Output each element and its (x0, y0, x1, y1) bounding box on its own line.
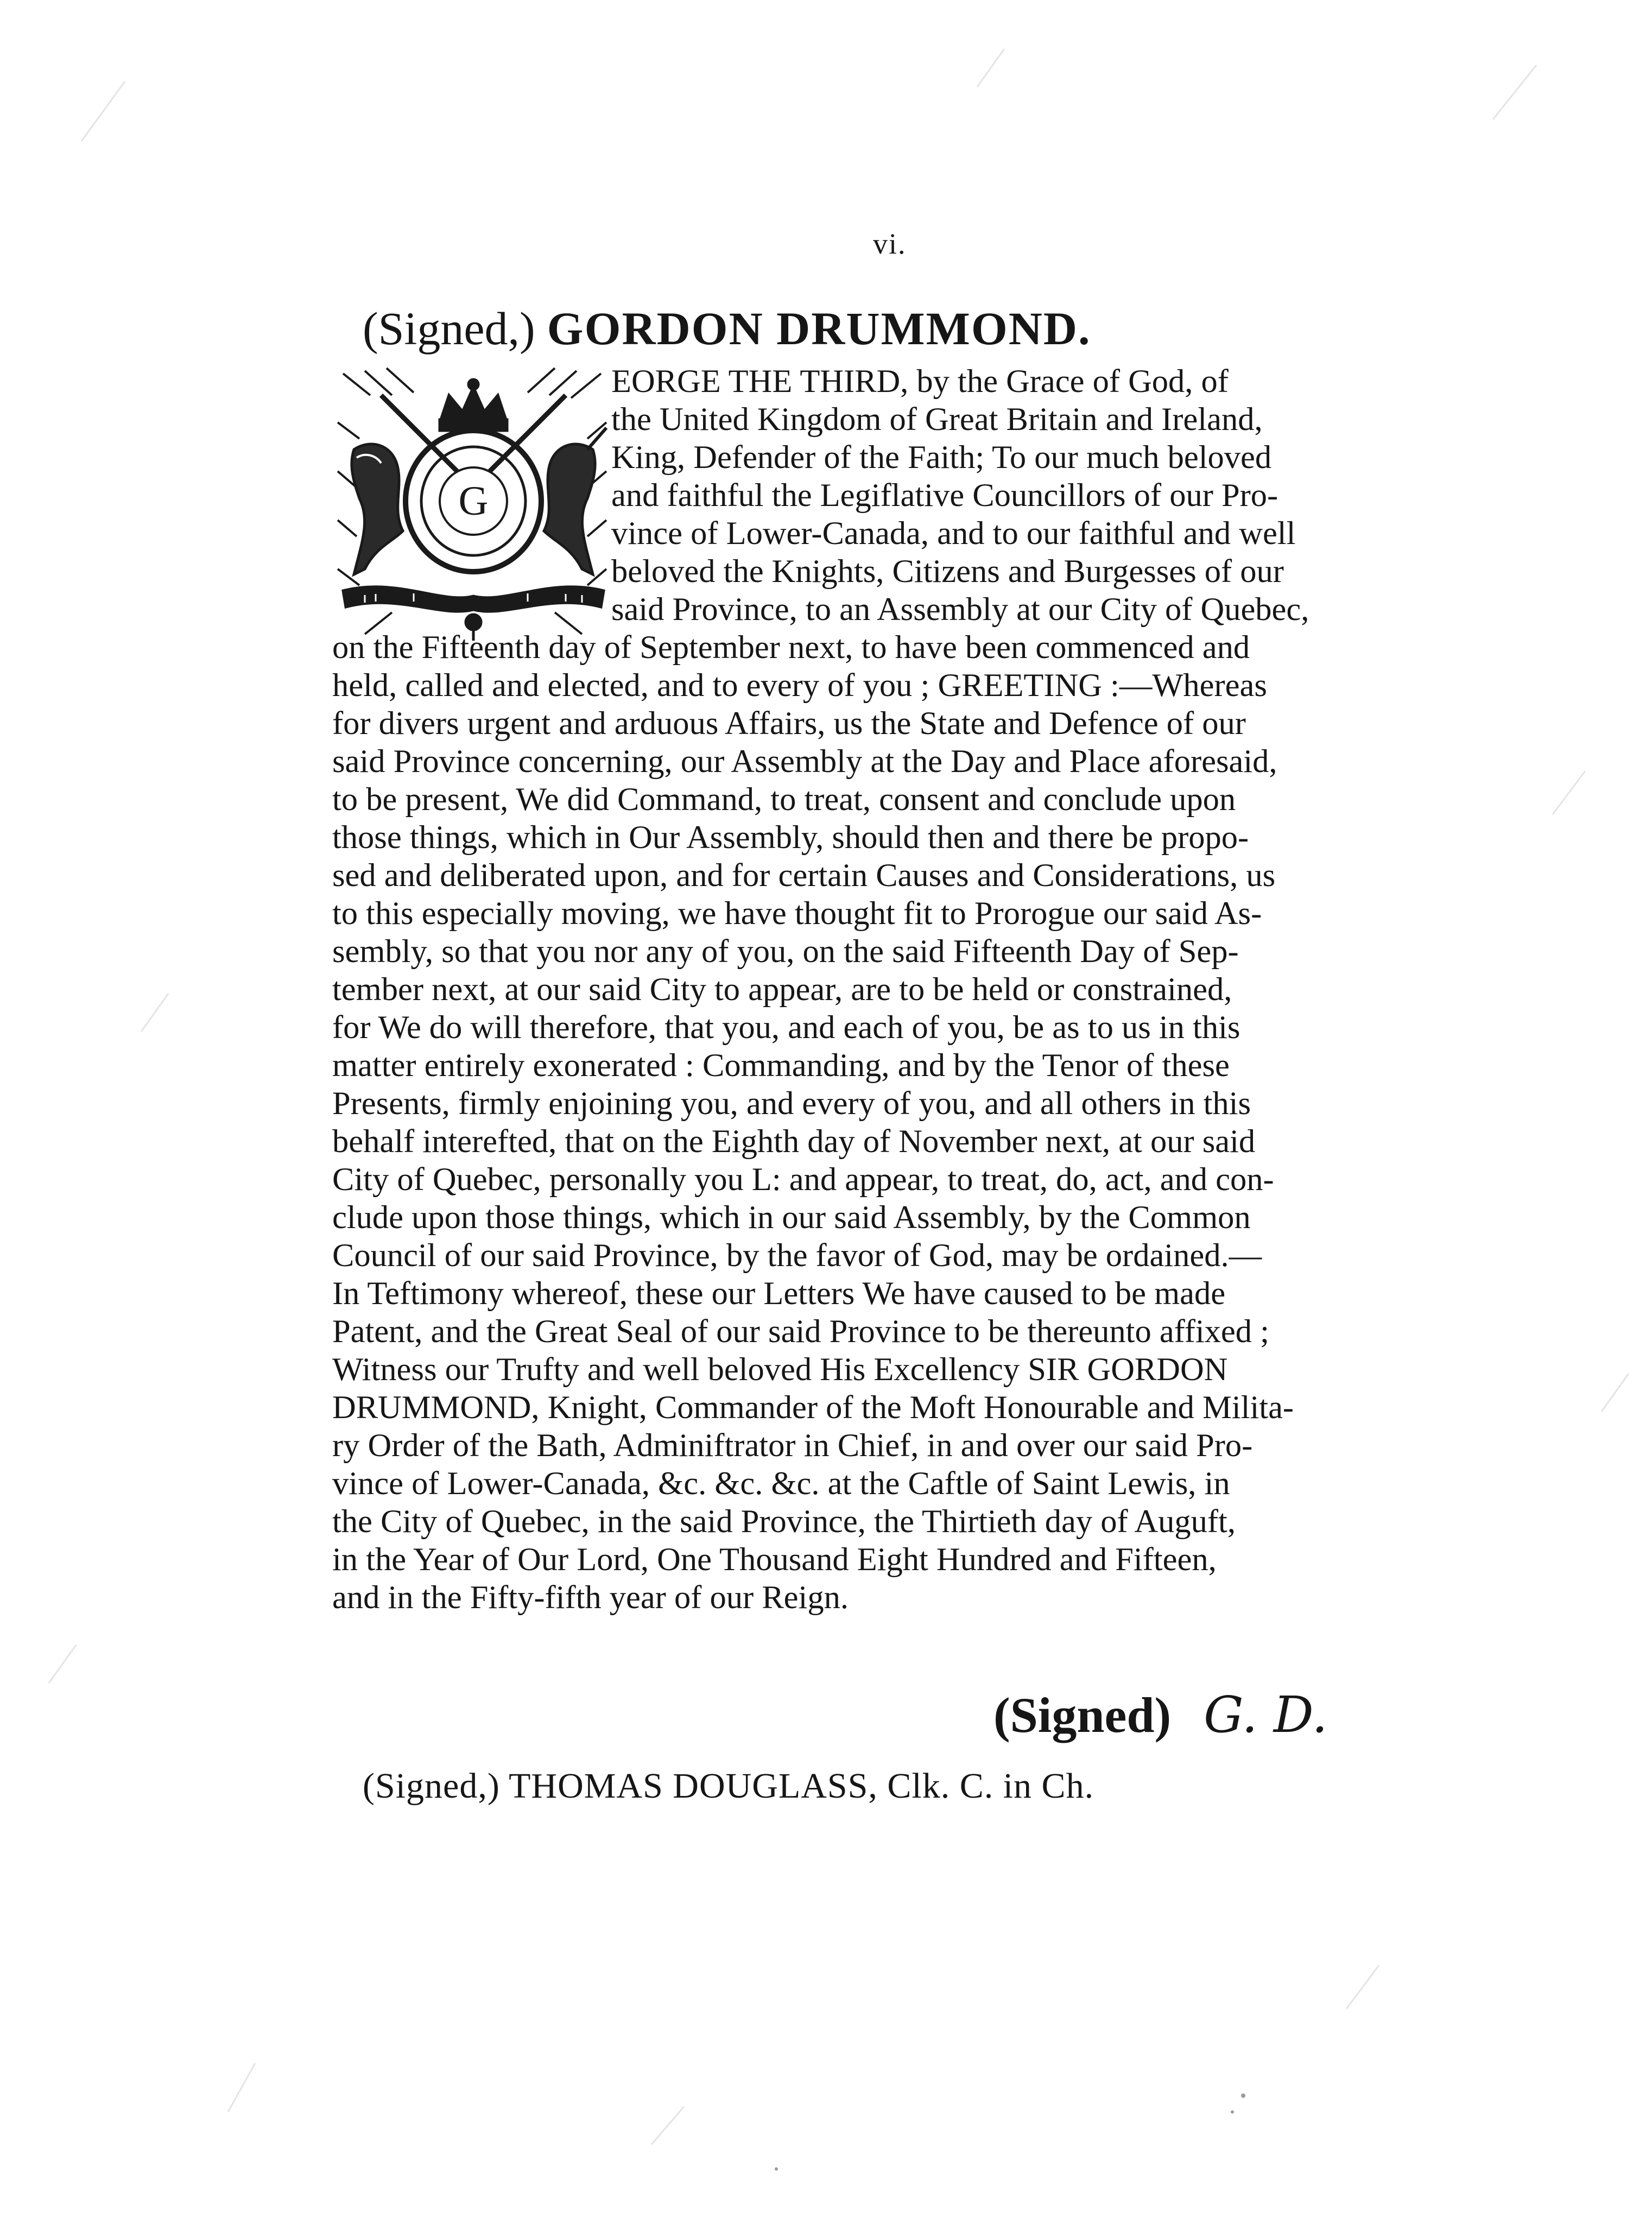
proclamation-line: Witness our Trufty and well beloved His Excellency SIR GORDON (332, 1351, 1228, 1388)
signature-initials: G. D. (1204, 1686, 1328, 1744)
proclamation-line: and in the Fifty-fifth year of our Reign. (332, 1579, 849, 1616)
page-number: vi. (873, 227, 907, 260)
proclamation-line: tember next, at our said City to appear, are to be held or constrained, (332, 971, 1232, 1008)
proclamation-line: the City of Quebec, in the said Province, the Thirtieth day of Auguft, (332, 1503, 1236, 1540)
proclamation-line: for divers urgent and arduous Affairs, us the State and Defence of our (332, 705, 1246, 742)
signed-header (363, 301, 1091, 356)
proclamation-line: In Teftimony whereof, these our Letters We have caused to be made (332, 1275, 1226, 1312)
royal-coat-of-arms-icon (332, 363, 615, 645)
proclamation-line: Council of our said Province, by the favor of God, may be ordained.— (332, 1237, 1262, 1274)
proclamation-line: on the Fifteenth day of September next, to have been commenced and (332, 629, 1250, 666)
proclamation-line: sembly, so that you nor any of you, on the said Fifteenth Day of Sep- (332, 933, 1239, 970)
proclamation-line: those things, which in Our Assembly, should then and there be propo- (332, 819, 1249, 856)
proclamation-line: the United Kingdom of Great Britain and Ireland, (611, 401, 1263, 438)
clerk-signature-line: (Signed,) THOMAS DOUGLASS, Clk. C. in Ch. (363, 1766, 1094, 1806)
proclamation-line: City of Quebec, personally you L: and appear, to treat, do, act, and con- (332, 1161, 1274, 1198)
proclamation-line: vince of Lower-Canada, and to our faithful and well (611, 515, 1296, 552)
proclamation-line: in the Year of Our Lord, One Thousand Eight Hundred and Fifteen, (332, 1541, 1217, 1578)
proclamation-line: matter entirely exonerated : Commanding, and by the Tenor of these (332, 1047, 1230, 1084)
proclamation-line: EORGE THE THIRD, by the Grace of God, of (611, 363, 1229, 400)
proclamation-line: DRUMMOND, Knight, Commander of the Moft Honourable and Milita- (332, 1389, 1294, 1426)
proclamation-line: for We do will therefore, that you, and each of you, be as to us in this (332, 1009, 1240, 1046)
proclamation-line: held, called and elected, and to every of you ; GREETING :—Whereas (332, 667, 1267, 704)
proclamation-line: and faithful the Legiflative Councillors of our Pro- (611, 477, 1278, 514)
proclamation-line: ry Order of the Bath, Adminiftrator in Chief, in and over our said Pro- (332, 1427, 1253, 1464)
signature-label: (Signed) (993, 1687, 1172, 1743)
proclamation-line: said Province concerning, our Assembly at the Day and Place aforesaid, (332, 743, 1277, 780)
proclamation-line: said Province, to an Assembly at our City of Quebec, (611, 591, 1309, 628)
proclamation-line: vince of Lower-Canada, &c. &c. &c. at the Caftle of Saint Lewis, in (332, 1465, 1230, 1502)
signer-name: GORDON DRUMMOND. (547, 302, 1091, 355)
seal-initial: G (458, 478, 489, 524)
proclamation-line: Presents, firmly enjoining you, and every of you, and all others in this (332, 1085, 1251, 1122)
proclamation-line: beloved the Knights, Citizens and Burgesses of our (611, 553, 1284, 590)
proclamation-line: King, Defender of the Faith; To our much beloved (611, 439, 1272, 476)
signature-block (993, 1686, 1328, 1744)
proclamation-line: to be present, We did Command, to treat, consent and conclude upon (332, 781, 1236, 818)
proclamation-line: behalf interefted, that on the Eighth day of November next, at our said (332, 1123, 1256, 1160)
proclamation-line: Patent, and the Great Seal of our said Province to be thereunto affixed ; (332, 1313, 1269, 1350)
proclamation-line: clude upon those things, which in our said Assembly, by the Common (332, 1199, 1251, 1236)
signed-label: (Signed,) (363, 302, 535, 355)
proclamation-line: sed and deliberated upon, and for certain Causes and Considerations, us (332, 857, 1276, 894)
proclamation-line: to this especially moving, we have thought fit to Prorogue our said As- (332, 895, 1262, 932)
